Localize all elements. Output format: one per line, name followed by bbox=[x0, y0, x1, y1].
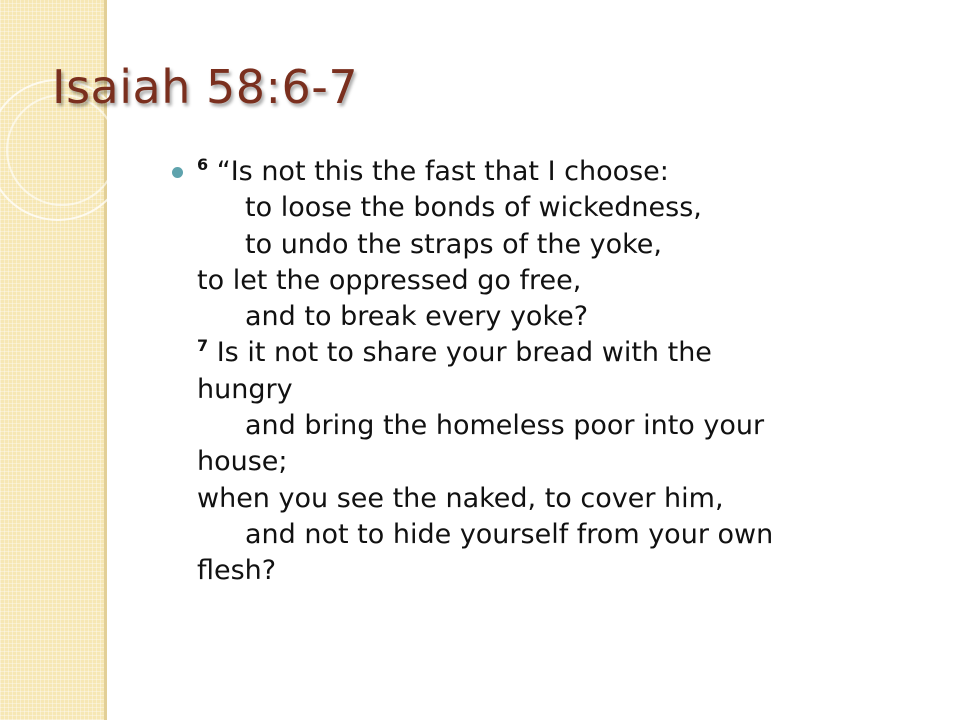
verse-line-text: to loose the bonds of wickedness, bbox=[245, 192, 702, 224]
verse-text-block bbox=[197, 154, 917, 590]
decorative-rings bbox=[0, 0, 160, 260]
verse-line-text: and not to hide yourself from your own bbox=[245, 518, 774, 550]
verse-line-text: to let the oppressed go free, bbox=[197, 264, 582, 296]
verse-line bbox=[197, 227, 917, 263]
verse-line bbox=[197, 517, 917, 553]
verse-line-text: when you see the naked, to cover him, bbox=[197, 482, 724, 514]
verse-line bbox=[197, 444, 917, 480]
verse-line bbox=[197, 372, 917, 408]
verse-line bbox=[197, 335, 917, 371]
verse-line-text: hungry bbox=[197, 373, 293, 405]
verse-line-text: to undo the straps of the yoke, bbox=[245, 228, 662, 260]
verse-line bbox=[197, 481, 917, 517]
verse-line-text: house; bbox=[197, 446, 288, 478]
verse-number: 6 bbox=[197, 155, 209, 174]
verse-line bbox=[197, 553, 917, 589]
verse-line bbox=[197, 408, 917, 444]
verse-line bbox=[197, 263, 917, 299]
verse-line bbox=[197, 299, 917, 335]
slide-title: Isaiah 58:6-7 bbox=[52, 60, 359, 114]
verse-line-text: flesh? bbox=[197, 555, 277, 587]
verse-line-text: Is it not to share your bread with the bbox=[208, 337, 712, 369]
verse-line-text: and bring the homeless poor into your bbox=[245, 410, 765, 442]
verse-line bbox=[197, 190, 917, 226]
verse-number: 7 bbox=[197, 336, 209, 356]
verse-line bbox=[197, 154, 917, 190]
verse-line-text: and to break every yoke? bbox=[245, 301, 589, 333]
bullet-icon bbox=[172, 167, 183, 178]
verse-line-text: “Is not this the fast that I choose: bbox=[208, 156, 669, 187]
